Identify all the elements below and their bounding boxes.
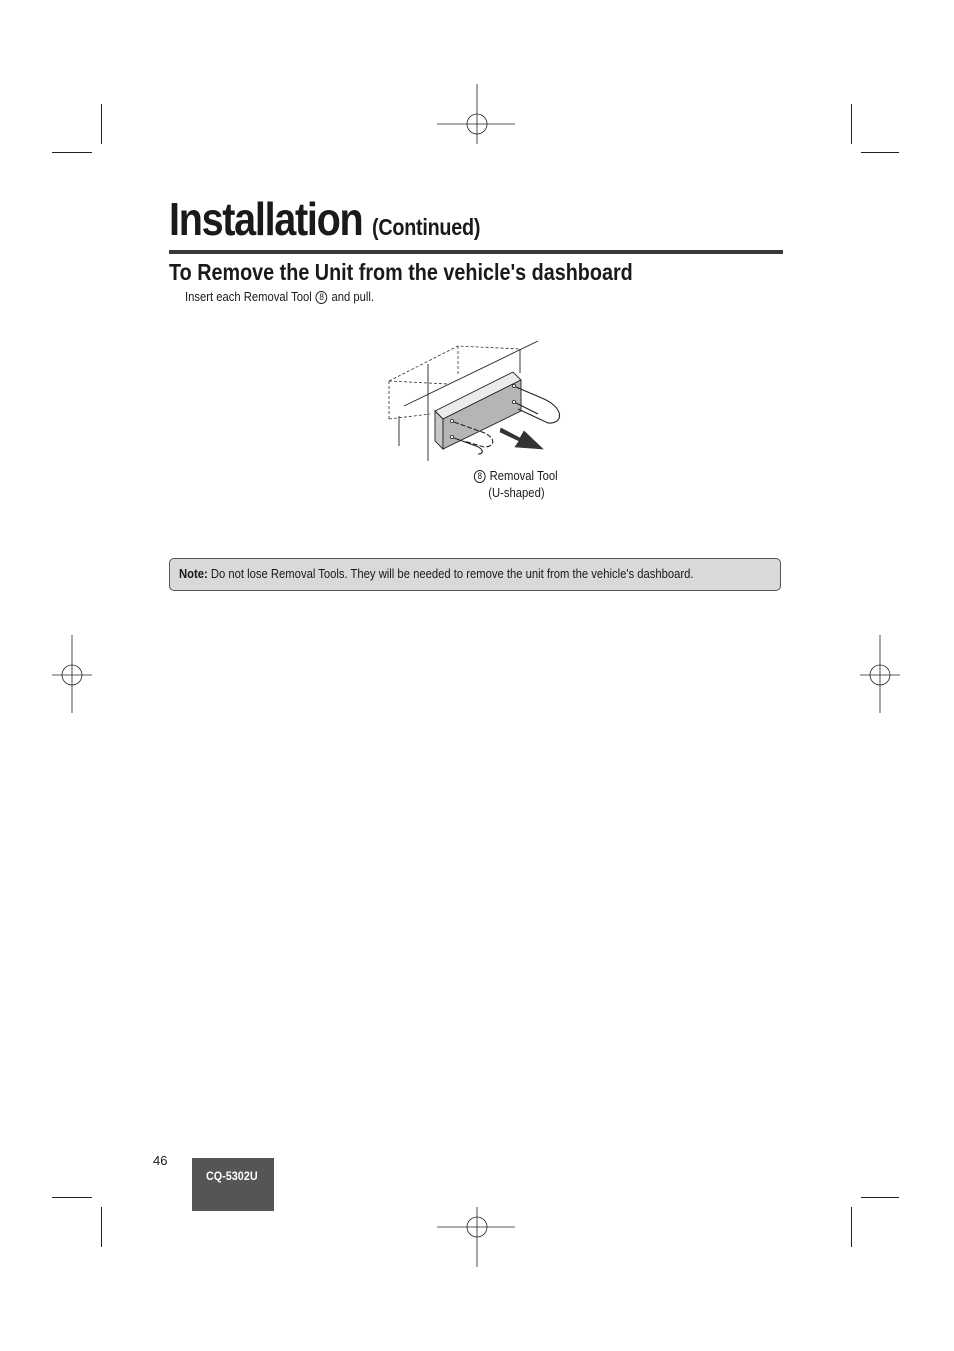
title-suffix: (Continued) bbox=[372, 214, 481, 240]
callout-sublabel: (U-shaped) bbox=[488, 486, 545, 500]
crop-mark bbox=[52, 152, 92, 153]
crop-mark bbox=[851, 1207, 852, 1247]
crop-mark bbox=[52, 1197, 92, 1198]
crop-mark bbox=[101, 104, 102, 144]
ref-number-circle: 8 bbox=[474, 470, 486, 483]
crop-mark bbox=[851, 104, 852, 144]
registration-mark bbox=[32, 635, 112, 715]
unit-faceplate bbox=[435, 372, 521, 449]
registration-mark bbox=[437, 1187, 517, 1267]
section-heading: To Remove the Unit from the vehicle's dashboard bbox=[169, 259, 633, 285]
model-badge bbox=[192, 1158, 274, 1211]
instruction-after: and pull. bbox=[331, 290, 375, 304]
page-title bbox=[169, 193, 481, 245]
figure-callout bbox=[473, 468, 558, 502]
title-rule bbox=[169, 250, 783, 254]
note-text bbox=[179, 567, 694, 581]
title-main: Installation bbox=[169, 193, 363, 245]
removal-illustration bbox=[380, 336, 580, 466]
page-number: 46 bbox=[153, 1153, 168, 1168]
pull-arrow-icon bbox=[500, 428, 543, 449]
instruction-before: Insert each Removal Tool bbox=[185, 290, 312, 304]
ref-number-circle: 8 bbox=[316, 291, 328, 304]
model-number: CQ-5302U bbox=[206, 1169, 258, 1183]
instruction-text bbox=[185, 290, 374, 304]
registration-mark bbox=[840, 635, 920, 715]
crop-mark bbox=[101, 1207, 102, 1247]
registration-mark bbox=[437, 84, 517, 164]
note-box bbox=[169, 558, 781, 591]
callout-label: Removal Tool bbox=[489, 469, 558, 483]
note-body: Do not lose Removal Tools. They will be needed to remove the unit from the vehicle's dashboard. bbox=[210, 567, 694, 581]
crop-mark bbox=[861, 152, 899, 153]
note-label: Note: bbox=[179, 567, 208, 581]
crop-mark bbox=[861, 1197, 899, 1198]
